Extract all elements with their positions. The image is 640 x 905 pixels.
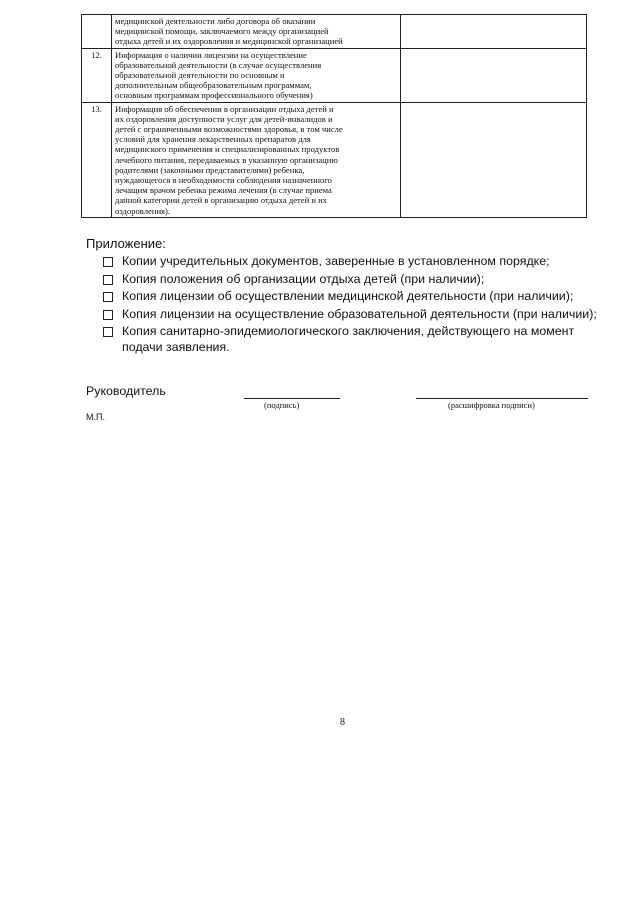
row-number: 13. xyxy=(82,102,112,217)
checkbox-icon[interactable] xyxy=(103,292,113,302)
row-value[interactable] xyxy=(401,102,587,217)
description-line: медицинской помощи, заключаемого между организацией xyxy=(115,26,329,37)
row-description xyxy=(112,102,401,217)
signature-line[interactable] xyxy=(244,398,340,399)
description-line: родителями (законными представителями) ребенка, xyxy=(115,164,305,175)
attachment-text: Копии учредительных документов, заверенные в установленном порядке; xyxy=(122,254,550,268)
attachments-list xyxy=(86,254,606,355)
description-line: медицинского применения и специализированных продуктов xyxy=(115,144,340,155)
attachment-item xyxy=(86,272,606,288)
description-line: нуждающегося в необходимости соблюдения назначенного xyxy=(115,175,332,186)
description-line: основным программам профессионального обучения) xyxy=(115,90,313,101)
stamp-placeholder: М.П. xyxy=(86,412,105,422)
attachments-section xyxy=(86,236,606,357)
description-line: образовательной деятельности по основным и xyxy=(115,70,285,81)
description-line: лечебного питания, передаваемых в указанную организацию xyxy=(115,154,338,165)
attachments-title: Приложение: xyxy=(86,236,166,251)
row-value[interactable] xyxy=(401,48,587,102)
page-number: 8 xyxy=(340,717,345,728)
description-line: медицинской деятельности либо договора об оказании xyxy=(115,16,316,26)
attachment-text: Копия положения об организации отдыха детей (при наличии); xyxy=(122,271,485,286)
description-line: условий для хранения лекарственных препаратов для xyxy=(115,134,311,145)
row-number xyxy=(82,15,112,49)
table-row xyxy=(82,48,587,102)
row-description xyxy=(112,48,401,102)
checkbox-icon[interactable] xyxy=(103,327,113,337)
description-line: Информация о наличии лицензии на осуществление xyxy=(115,49,307,60)
row-description xyxy=(112,15,401,49)
table-row xyxy=(82,102,587,217)
description-line: Информация об обеспечении в организации отдыха детей и xyxy=(115,103,334,114)
checkbox-icon[interactable] xyxy=(103,310,113,320)
description-line: оздоровления). xyxy=(115,205,171,216)
name-caption: (расшифровка подписи) xyxy=(448,400,535,410)
description-line: отдыха детей и их оздоровления и медицинской организацией xyxy=(115,36,343,47)
info-table-body xyxy=(82,15,587,218)
checkbox-icon[interactable] xyxy=(103,275,113,285)
attachment-item xyxy=(86,289,606,305)
description-line: данной категории детей в организацию отдыха детей и их xyxy=(115,195,327,206)
description-line: детей с ограниченными возможностями здоровья, в том числе xyxy=(115,124,343,135)
row-number: 12. xyxy=(82,48,112,102)
signer-title: Руководитель xyxy=(86,384,166,398)
description-line: дополнительным общеобразовательным программам, xyxy=(115,80,312,91)
attachment-text: Копия лицензии на осуществление образовательной деятельности (при наличии); xyxy=(122,306,597,321)
signature-block xyxy=(86,384,606,434)
attachment-text: Копия санитарно-эпидемиологического заключения, действующего на момент подачи заявления. xyxy=(122,324,575,354)
attachment-item xyxy=(86,307,606,323)
name-line[interactable] xyxy=(416,398,588,399)
description-line: лечащим врачом ребенка режима лечения (в случае приема xyxy=(115,185,332,196)
attachment-item xyxy=(86,324,606,355)
description-line: их оздоровления доступности услуг для детей-инвалидов и xyxy=(115,113,333,124)
info-table xyxy=(81,14,587,218)
table-row xyxy=(82,15,587,49)
description-line: образовательной деятельности (в случае осуществления xyxy=(115,59,322,70)
attachment-text: Копия лицензии об осуществлении медицинской деятельности (при наличии); xyxy=(122,289,574,303)
signature-caption: (подпись) xyxy=(264,400,300,410)
checkbox-icon[interactable] xyxy=(103,257,113,267)
row-value[interactable] xyxy=(401,15,587,49)
attachment-item xyxy=(86,254,606,270)
